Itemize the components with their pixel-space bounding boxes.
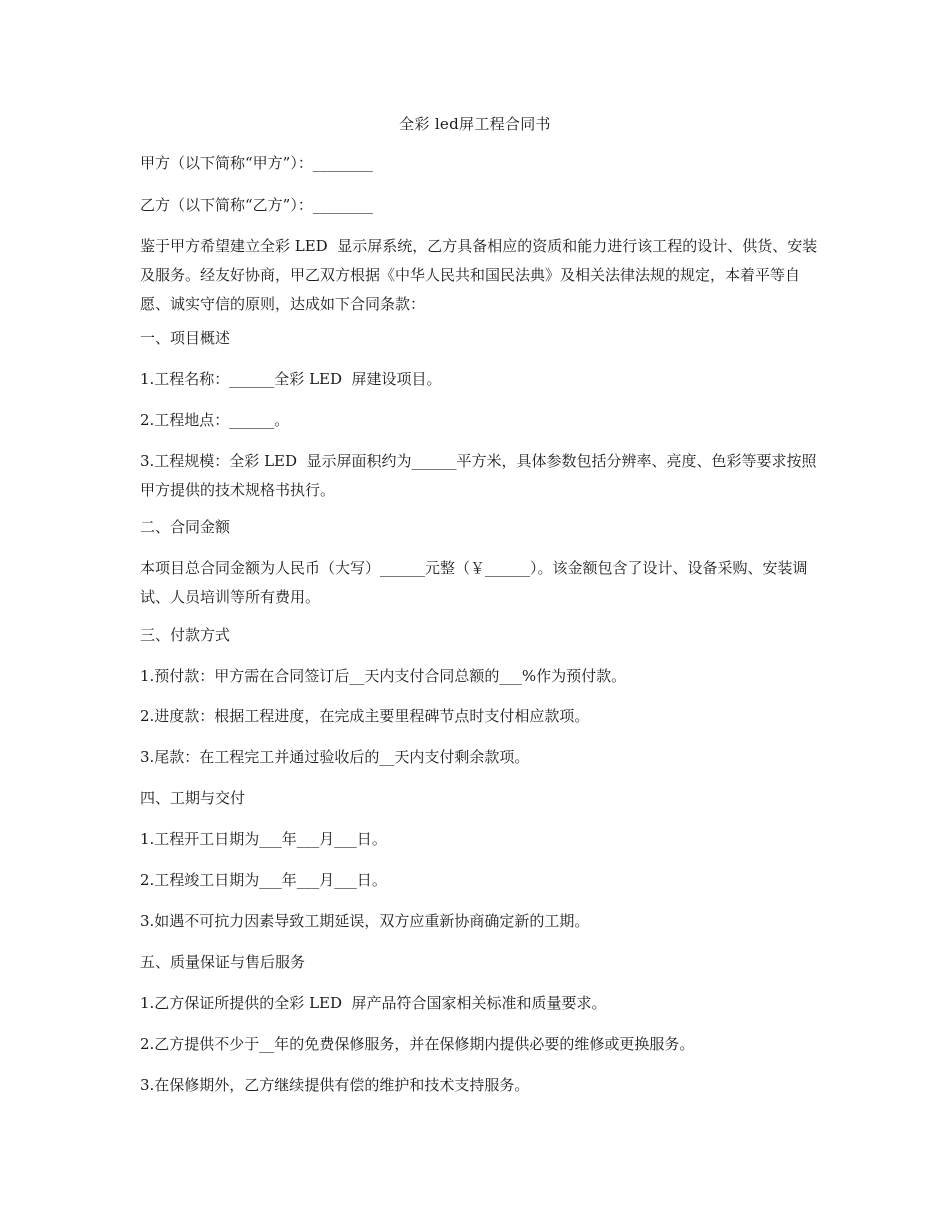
clause-3-1: 1.预付款：甲方需在合同签订后__天内支付合同总额的___%作为预付款。 <box>140 667 627 685</box>
clause-1-2: 2.工程地点：______。 <box>140 411 290 429</box>
preamble-paragraph: 鉴于甲方希望建立全彩 LED 显示屏系统，乙方具备相应的资质和能力进行该工程的设计、供货、安装及服务。经友好协商，甲乙双方根据《中华人民共和国民法典》及相关法律法规的规定，本着平等自愿、诚实守信的原则，达成如下合同条款： <box>140 237 818 313</box>
clause-1-3: 3.工程规模：全彩 LED 显示屏面积约为______平方米，具体参数包括分辨率、亮度、色彩等要求按照甲方提供的技术规格书执行。 <box>140 452 817 499</box>
section-heading-2: 二、合同金额 <box>140 518 231 536</box>
clause-3-2: 2.进度款：根据工程进度，在完成主要里程碑节点时支付相应款项。 <box>140 707 590 725</box>
clause-3-3: 3.尾款：在工程完工并通过验收后的__天内支付剩余款项。 <box>140 748 530 766</box>
party-a-line: 甲方（以下简称“甲方”）：________ <box>140 154 373 172</box>
section-heading-3: 三、付款方式 <box>140 626 231 644</box>
clause-1-1: 1.工程名称：______全彩 LED 屏建设项目。 <box>140 370 442 388</box>
party-b-line: 乙方（以下简称“乙方”）：________ <box>140 196 373 214</box>
section-heading-1: 一、项目概述 <box>140 329 231 347</box>
section-heading-5: 五、质量保证与售后服务 <box>140 953 306 971</box>
clause-4-2: 2.工程竣工日期为___年___月___日。 <box>140 871 387 889</box>
clause-4-1: 1.工程开工日期为___年___月___日。 <box>140 830 387 848</box>
document-title: 全彩 led屏工程合同书 <box>399 115 551 133</box>
section-heading-4: 四、工期与交付 <box>140 789 246 807</box>
clause-5-2: 2.乙方提供不少于__年的免费保修服务，并在保修期内提供必要的维修或更换服务。 <box>140 1035 695 1053</box>
clause-5-3: 3.在保修期外，乙方继续提供有偿的维护和技术支持服务。 <box>140 1076 530 1094</box>
clause-4-3: 3.如遇不可抗力因素导致工期延误，双方应重新协商确定新的工期。 <box>140 912 590 930</box>
contract-amount-paragraph: 本项目总合同金额为人民币（大写）______元整（￥______）。该金额包含了设计、设备采购、安装调试、人员培训等所有费用。 <box>140 559 808 606</box>
clause-5-1: 1.乙方保证所提供的全彩 LED 屏产品符合国家相关标准和质量要求。 <box>140 994 607 1012</box>
